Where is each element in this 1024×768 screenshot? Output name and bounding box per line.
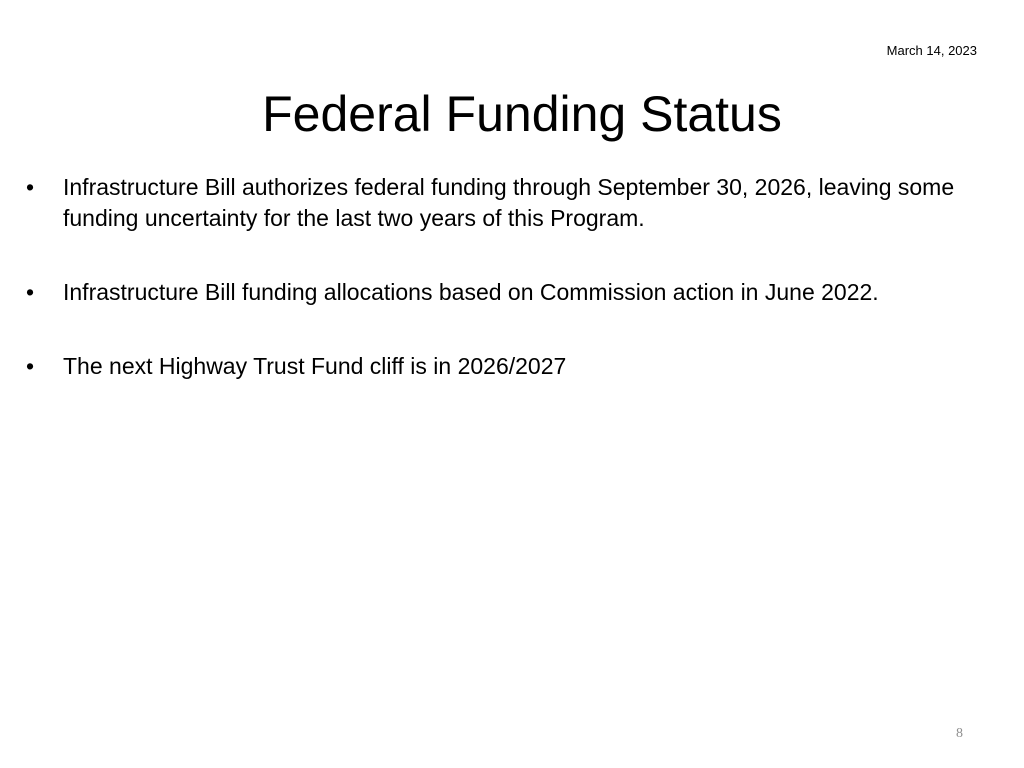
bullet-item xyxy=(26,351,1001,382)
slide-date: March 14, 2023 xyxy=(886,43,977,58)
bullet-icon: • xyxy=(26,279,35,305)
bullet-text: The next Highway Trust Fund cliff is in 2026/2027 xyxy=(63,353,567,379)
bullet-list xyxy=(26,172,1001,425)
bullet-icon: • xyxy=(26,353,35,379)
page-number: 8 xyxy=(956,726,963,741)
bullet-text: Infrastructure Bill funding allocations based on Commission action in June 2022. xyxy=(63,279,879,305)
bullet-icon: • xyxy=(26,174,35,200)
slide-title: Federal Funding Status xyxy=(262,86,782,142)
bullet-text: Infrastructure Bill authorizes federal funding through September 30, 2026, leaving some funding uncertainty for the last two years of this Program. xyxy=(63,174,955,231)
bullet-item xyxy=(26,172,1001,234)
bullet-item xyxy=(26,277,1001,308)
